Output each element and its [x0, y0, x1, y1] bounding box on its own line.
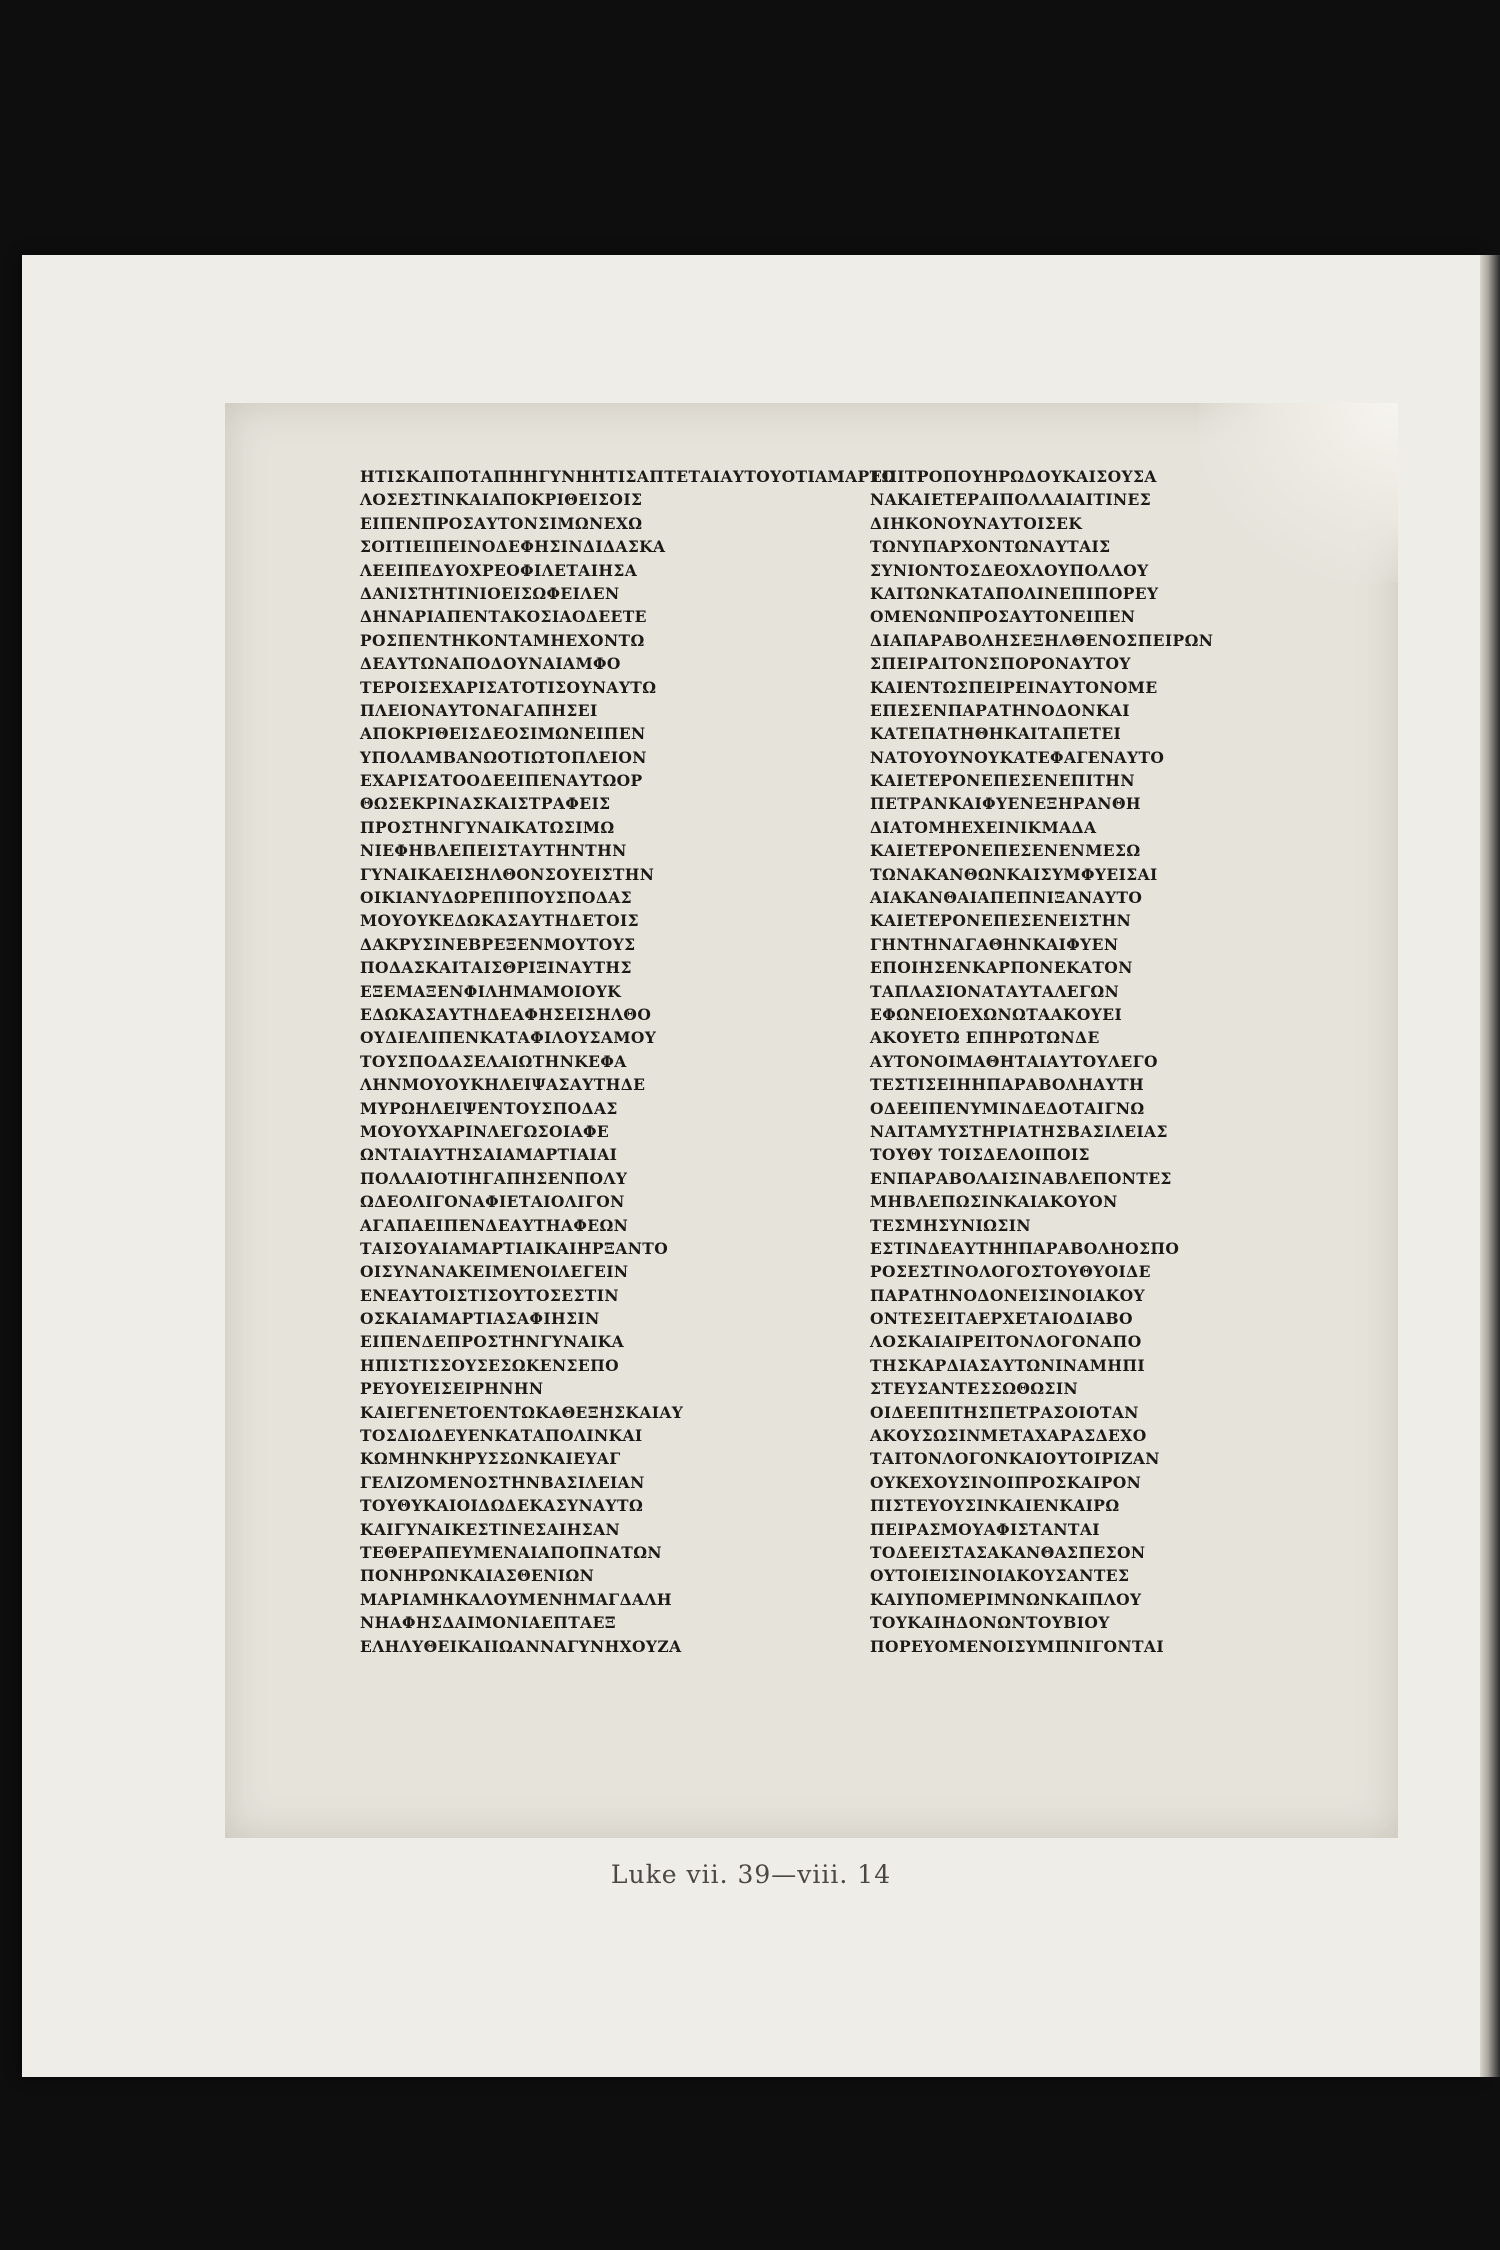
next-page-edge	[1480, 255, 1500, 2077]
left-column-line: ΕΔΩΚΑΣΑΥΤΗΔΕΑΦΗΣΕΙΣΗΛΘΟ	[360, 1004, 652, 1024]
left-column-line: ΗΤΙΣΚΑΙΠΟΤΑΠΗΗΓΥΝΗΗΤΙΣΑΠΤΕΤΑΙΑΥΤΟΥΟΤΙΑΜΑΡΤΩ	[360, 467, 896, 486]
right-column-line: ΑΚΟΥΣΩΣΙΝΜΕΤΑΧΑΡΑΣΔΕΧΟ	[870, 1426, 1147, 1446]
right-column-line: ΣΠΕΙΡΑΙΤΟΝΣΠΟΡΟΝΑΥΤΟΥ	[870, 654, 1131, 674]
left-column-line: ΛΕΕΙΠΕΔΥΟΧΡΕΟΦΙΛΕΤΑΙΗΣΑ	[360, 560, 638, 580]
right-column-line: ΚΑΤΕΠΑΤΗΘΗΚΑΙΤΑΠΕΤΕΙ	[870, 724, 1122, 744]
left-column-line: ΠΟΔΑΣΚΑΙΤΑΙΣΘΡΙΞΙΝΑΥΤΗΣ	[360, 958, 632, 978]
left-column-line: ΩΔΕΟΛΙΓΟΝΑΦΙΕΤΑΙΟΛΙΓΟΝ	[360, 1192, 625, 1212]
left-column-line: ΟΙΚΙΑΝΥΔΩΡΕΠΙΠΟΥΣΠΟΔΑΣ	[360, 888, 633, 908]
right-column-line: ΠΕΙΡΑΣΜΟΥΑΦΙΣΤΑΝΤΑΙ	[870, 1519, 1100, 1539]
left-column-line: ΤΟΥΣΠΟΔΑΣΕΛΑΙΩΤΗΝΚΕΦΑ	[360, 1051, 627, 1071]
right-column-line: ΟΙΔΕΕΠΙΤΗΣΠΕΤΡΑΣΟΙΟΤΑΝ	[870, 1402, 1139, 1422]
left-column-line: ΤΟΥΘΥΚΑΙΟΙΔΩΔΕΚΑΣΥΝΑΥΤΩ	[360, 1496, 644, 1516]
right-column-line: ΟΜΕΝΩΝΠΡΟΣΑΥΤΟΝΕΙΠΕΝ	[870, 607, 1136, 627]
left-column-line: ΗΠΙΣΤΙΣΣΟΥΣΕΣΩΚΕΝΣΕΠΟ	[360, 1355, 620, 1375]
right-column-line: ΟΥΤΟΙΕΙΣΙΝΟΙΑΚΟΥΣΑΝΤΕΣ	[870, 1566, 1130, 1586]
left-column-line: ΑΓΑΠΑΕΙΠΕΝΔΕΑΥΤΗΑΦΕΩΝ	[360, 1215, 629, 1235]
left-column-line: ΤΕΡΟΙΣΕΧΑΡΙΣΑΤΟΤΙΣΟΥΝΑΥΤΩ	[360, 677, 657, 697]
left-column-line: ΟΥΔΙΕΛΙΠΕΝΚΑΤΑΦΙΛΟΥΣΑΜΟΥ	[360, 1028, 657, 1048]
right-column-line: ΚΑΙΕΝΤΩΣΠΕΙΡΕΙΝΑΥΤΟΝΟΜΕ	[870, 677, 1158, 697]
left-column-line: ΥΠΟΛΑΜΒΑΝΩΟΤΙΩΤΟΠΛΕΙΟΝ	[360, 747, 647, 767]
right-column-line: ΔΙΑΤΟΜΗΕΧΕΙΝΙΚΜΑΔΑ	[870, 817, 1097, 837]
left-column-line: ΜΟΥΟΥΚΕΔΩΚΑΣΑΥΤΗΔΕΤΟΙΣ	[360, 911, 640, 931]
right-column-line: ΕΦΩΝΕΙΟΕΧΩΝΩΤΑΑΚΟΥΕΙ	[870, 1004, 1123, 1024]
right-column-line: ΤΩΝΥΠΑΡΧΟΝΤΩΝΑΥΤΑΙΣ	[870, 537, 1111, 557]
right-column-line: ΚΑΙΤΩΝΚΑΤΑΠΟΛΙΝΕΠΙΠΟΡΕΥ	[870, 583, 1159, 603]
left-column-line: ΕΛΗΛΥΘΕΙΚΑΙΙΩΑΝΝΑΓΥΝΗΧΟΥΖΑ	[360, 1636, 682, 1656]
right-column-line: ΤΑΠΛΑΣΙΟΝΑΤΑΥΤΑΛΕΓΩΝ	[870, 981, 1120, 1001]
left-column-line: ΩΝΤΑΙΑΥΤΗΣΑΙΑΜΑΡΤΙΑΙΑΙ	[360, 1145, 618, 1165]
right-column-line: ΕΠΕΣΕΝΠΑΡΑΤΗΝΟΔΟΝΚΑΙ	[870, 700, 1130, 720]
left-column-line: ΡΕΥΟΥΕΙΣΕΙΡΗΝΗΝ	[360, 1379, 544, 1399]
right-column-line: ΤΟΔΕΕΙΣΤΑΣΑΚΑΝΘΑΣΠΕΣΟΝ	[870, 1542, 1146, 1562]
right-column-line: ΝΑΚΑΙΕΤΕΡΑΙΠΟΛΛΑΙΑΙΤΙΝΕΣ	[870, 490, 1152, 510]
right-column-line: ΤΟΥΘΥ ΤΟΙΣΔΕΛΟΙΠΟΙΣ	[870, 1145, 1090, 1165]
left-column-line: ΕΝΕΑΥΤΟΙΣΤΙΣΟΥΤΟΣΕΣΤΙΝ	[360, 1285, 619, 1305]
left-column-line: ΚΑΙΓΥΝΑΙΚΕΣΤΙΝΕΣΑΙΗΣΑΝ	[360, 1519, 621, 1539]
left-column-line: ΣΟΙΤΙΕΙΠΕΙΝΟΔΕΦΗΣΙΝΔΙΔΑΣΚΑ	[360, 537, 666, 557]
right-column-line: ΚΑΙΥΠΟΜΕΡΙΜΝΩΝΚΑΙΠΛΟΥ	[870, 1589, 1142, 1609]
manuscript-plate	[225, 403, 1398, 1838]
right-column-line: ΡΟΣΕΣΤΙΝΟΛΟΓΟΣΤΟΥΘΥΟΙΔΕ	[870, 1262, 1151, 1282]
left-column	[360, 465, 896, 1658]
left-column-line: ΑΠΟΚΡΙΘΕΙΣΔΕΟΣΙΜΩΝΕΙΠΕΝ	[360, 724, 646, 744]
left-column-line: ΓΕΛΙΖΟΜΕΝΟΣΤΗΝΒΑΣΙΛΕΙΑΝ	[360, 1472, 645, 1492]
right-column-line: ΤΟΥΚΑΙΗΔΟΝΩΝΤΟΥΒΙΟΥ	[870, 1613, 1110, 1633]
right-column-line: ΣΥΝΙΟΝΤΟΣΔΕΟΧΛΟΥΠΟΛΛΟΥ	[870, 560, 1149, 580]
plate-caption: Luke vii. 39—viii. 14	[610, 1860, 892, 1889]
right-column-line: ΣΤΕΥΣΑΝΤΕΣΣΩΘΩΣΙΝ	[870, 1379, 1079, 1399]
left-column-line: ΜΑΡΙΑΜΗΚΑΛΟΥΜΕΝΗΜΑΓΔΑΛΗ	[360, 1589, 672, 1609]
left-column-line: ΠΡΟΣΤΗΝΓΥΝΑΙΚΑΤΩΣΙΜΩ	[360, 817, 615, 837]
left-column-line: ΛΟΣΕΣΤΙΝΚΑΙΑΠΟΚΡΙΘΕΙΣΟΙΣ	[360, 490, 643, 510]
left-column-line: ΜΥΡΩΗΛΕΙΨΕΝΤΟΥΣΠΟΔΑΣ	[360, 1098, 618, 1118]
right-column-line: ΕΠΟΙΗΣΕΝΚΑΡΠΟΝΕΚΑΤΟΝ	[870, 958, 1133, 978]
right-column-line: ΚΑΙΕΤΕΡΟΝΕΠΕΣΕΝΕΠΙΤΗΝ	[870, 771, 1135, 791]
left-column-line: ΤΟΣΔΙΩΔΕΥΕΝΚΑΤΑΠΟΛΙΝΚΑΙ	[360, 1426, 643, 1446]
left-column-line: ΚΑΙΕΓΕΝΕΤΟΕΝΤΩΚΑΘΕΞΗΣΚΑΙΑΥ	[360, 1402, 684, 1422]
right-column-line: ΕΠΙΤΡΟΠΟΥΗΡΩΔΟΥΚΑΙΣΟΥΣΑ	[870, 467, 1157, 486]
right-column-line: ΝΑΤΟΥΟΥΝΟΥΚΑΤΕΦΑΓΕΝΑΥΤΟ	[870, 747, 1165, 767]
left-column-line: ΝΙΕΦΗΒΛΕΠΕΙΣΤΑΥΤΗΝΤΗΝ	[360, 841, 627, 861]
right-column-line: ΟΥΚΕΧΟΥΣΙΝΟΙΠΡΟΣΚΑΙΡΟΝ	[870, 1472, 1142, 1492]
right-column-line: ΔΙΗΚΟΝΟΥΝΑΥΤΟΙΣΕΚ	[870, 513, 1083, 533]
right-column-line: ΓΗΝΤΗΝΑΓΑΘΗΝΚΑΙΦΥΕΝ	[870, 934, 1119, 954]
left-column-line: ΕΞΕΜΑΞΕΝΦΙΛΗΜΑΜΟΙΟΥΚ	[360, 981, 622, 1001]
right-column-line: ΛΟΣΚΑΙΑΙΡΕΙΤΟΝΛΟΓΟΝΑΠΟ	[870, 1332, 1142, 1352]
right-column-line: ΤΗΣΚΑΡΔΙΑΣΑΥΤΩΝΙΝΑΜΗΠΙ	[870, 1355, 1146, 1375]
left-column-line: ΔΑΚΡΥΣΙΝΕΒΡΕΞΕΝΜΟΥΤΟΥΣ	[360, 934, 636, 954]
left-column-line: ΕΙΠΕΝΠΡΟΣΑΥΤΟΝΣΙΜΩΝΕΧΩ	[360, 513, 643, 533]
left-column-line: ΠΟΝΗΡΩΝΚΑΙΑΣΘΕΝΙΩΝ	[360, 1566, 595, 1586]
right-column-line: ΠΑΡΑΤΗΝΟΔΟΝΕΙΣΙΝΟΙΑΚΟΥ	[870, 1285, 1145, 1305]
right-column-line: ΤΩΝΑΚΑΝΘΩΝΚΑΙΣΥΜΦΥΕΙΣΑΙ	[870, 864, 1158, 884]
right-column-line: ΟΝΤΕΣΕΙΤΑΕΡΧΕΤΑΙΟΔΙΑΒΟ	[870, 1309, 1133, 1329]
left-column-line: ΡΟΣΠΕΝΤΗΚΟΝΤΑΜΗΕΧΟΝΤΩ	[360, 630, 645, 650]
left-column-line: ΠΟΛΛΑΙΟΤΙΗΓΑΠΗΣΕΝΠΟΛΥ	[360, 1168, 628, 1188]
left-column-line: ΘΩΣΕΚΡΙΝΑΣΚΑΙΣΤΡΑΦΕΙΣ	[360, 794, 611, 814]
left-column-line: ΕΙΠΕΝΔΕΠΡΟΣΤΗΝΓΥΝΑΙΚΑ	[360, 1332, 625, 1352]
book-page	[22, 255, 1480, 2077]
left-column-line: ΚΩΜΗΝΚΗΡΥΣΣΩΝΚΑΙΕΥΑΓ	[360, 1449, 621, 1469]
left-column-line: ΓΥΝΑΙΚΑΕΙΣΗΛΘΟΝΣΟΥΕΙΣΤΗΝ	[360, 864, 655, 884]
left-column-line: ΝΗΑΦΗΣΔΑΙΜΟΝΙΑΕΠΤΑΕΞ	[360, 1613, 617, 1633]
right-column-line: ΕΣΤΙΝΔΕΑΥΤΗΗΠΑΡΑΒΟΛΗΟΣΠΟ	[870, 1238, 1180, 1258]
right-column-line: ΜΗΒΛΕΠΩΣΙΝΚΑΙΑΚΟΥΟΝ	[870, 1192, 1118, 1212]
right-column-line: ΕΝΠΑΡΑΒΟΛΑΙΣΙΝΑΒΛΕΠΟΝΤΕΣ	[870, 1168, 1172, 1188]
right-column-line: ΚΑΙΕΤΕΡΟΝΕΠΕΣΕΝΕΙΣΤΗΝ	[870, 911, 1132, 931]
right-column	[870, 465, 1310, 1658]
right-column-line: ΝΑΙΤΑΜΥΣΤΗΡΙΑΤΗΣΒΑΣΙΛΕΙΑΣ	[870, 1121, 1168, 1141]
left-column-line: ΜΟΥΟΥΧΑΡΙΝΛΕΓΩΣΟΙΑΦΕ	[360, 1121, 610, 1141]
left-column-line: ΤΑΙΣΟΥΑΙΑΜΑΡΤΙΑΙΚΑΙΗΡΞΑΝΤΟ	[360, 1238, 669, 1258]
right-column-line: ΠΕΤΡΑΝΚΑΙΦΥΕΝΕΞΗΡΑΝΘΗ	[870, 794, 1141, 814]
left-column-line: ΔΗΝΑΡΙΑΠΕΝΤΑΚΟΣΙΑΟΔΕΕΤΕ	[360, 607, 647, 627]
left-column-line: ΔΕΑΥΤΩΝΑΠΟΔΟΥΝΑΙΑΜΦΟ	[360, 654, 621, 674]
right-column-line: ΤΕΣΤΙΣΕΙΗΗΠΑΡΑΒΟΛΗΑΥΤΗ	[870, 1075, 1145, 1095]
right-column-line: ΑΚΟΥΕΤΩ ΕΠΗΡΩΤΩΝΔΕ	[870, 1028, 1100, 1048]
right-column-line: ΔΙΑΠΑΡΑΒΟΛΗΣΕΞΗΛΘΕΝΟΣΠΕΙΡΩΝ	[870, 630, 1214, 650]
left-column-line: ΤΕΘΕΡΑΠΕΥΜΕΝΑΙΑΠΟΠΝΑΤΩΝ	[360, 1542, 662, 1562]
right-column-line: ΑΥΤΟΝΟΙΜΑΘΗΤΑΙΑΥΤΟΥΛΕΓΟ	[870, 1051, 1158, 1071]
right-column-line: ΠΙΣΤΕΥΟΥΣΙΝΚΑΙΕΝΚΑΙΡΩ	[870, 1496, 1120, 1516]
left-column-line: ΛΗΝΜΟΥΟΥΚΗΛΕΙΨΑΣΑΥΤΗΔΕ	[360, 1075, 646, 1095]
right-column-line: ΠΟΡΕΥΟΜΕΝΟΙΣΥΜΠΝΙΓΟΝΤΑΙ	[870, 1636, 1164, 1656]
left-column-line: ΔΑΝΙΣΤΗΤΙΝΙΟΕΙΣΩΦΕΙΛΕΝ	[360, 583, 620, 603]
right-column-line: ΚΑΙΕΤΕΡΟΝΕΠΕΣΕΝΕΝΜΕΣΩ	[870, 841, 1141, 861]
right-column-line: ΑΙΑΚΑΝΘΑΙΑΠΕΠΝΙΞΑΝΑΥΤΟ	[870, 888, 1143, 908]
right-column-line: ΤΑΙΤΟΝΛΟΓΟΝΚΑΙΟΥΤΟΙΡΙΖΑΝ	[870, 1449, 1160, 1469]
left-column-line: ΠΛΕΙΟΝΑΥΤΟΝΑΓΑΠΗΣΕΙ	[360, 700, 598, 720]
right-column-line: ΟΔΕΕΙΠΕΝΥΜΙΝΔΕΔΟΤΑΙΓΝΩ	[870, 1098, 1145, 1118]
left-column-line: ΕΧΑΡΙΣΑΤΟΟΔΕΕΙΠΕΝΑΥΤΩΟΡ	[360, 771, 643, 791]
left-column-line: ΟΙΣΥΝΑΝΑΚΕΙΜΕΝΟΙΛΕΓΕΙΝ	[360, 1262, 629, 1282]
right-column-line: ΤΕΣΜΗΣΥΝΙΩΣΙΝ	[870, 1215, 1031, 1235]
left-column-line: ΟΣΚΑΙΑΜΑΡΤΙΑΣΑΦΙΗΣΙΝ	[360, 1309, 600, 1329]
